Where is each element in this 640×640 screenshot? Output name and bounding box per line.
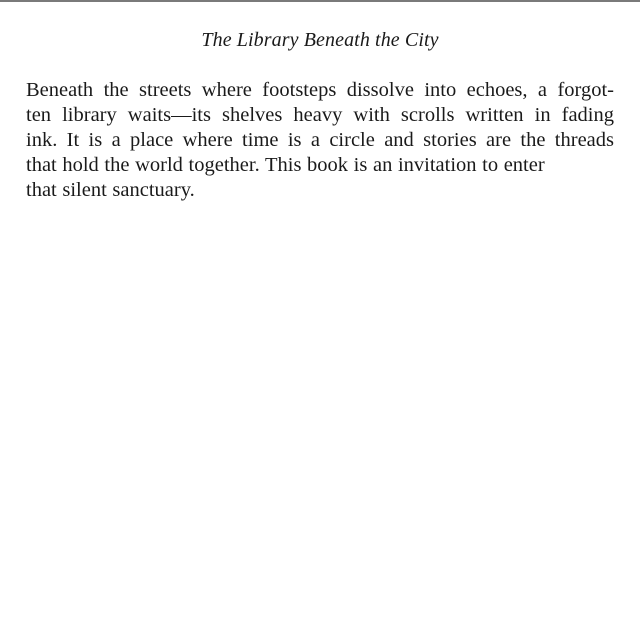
body-line: Beneath the streets where footsteps dissolve into echoes, a forgot-: [26, 79, 614, 101]
book-page: [26, 26, 614, 203]
body-line: ink. It is a place where time is a circle and stories are the threads: [26, 129, 614, 151]
body-line: that silent sanctuary.: [26, 179, 195, 201]
running-title: The Library Beneath the City: [201, 29, 439, 51]
page-top-rule: [0, 0, 640, 2]
body-paragraph: [26, 78, 614, 203]
body-line: that hold the world together. This book is an invitation to enter: [26, 154, 545, 176]
body-line: ten library waits—its shelves heavy with scrolls written in fading: [26, 104, 614, 126]
